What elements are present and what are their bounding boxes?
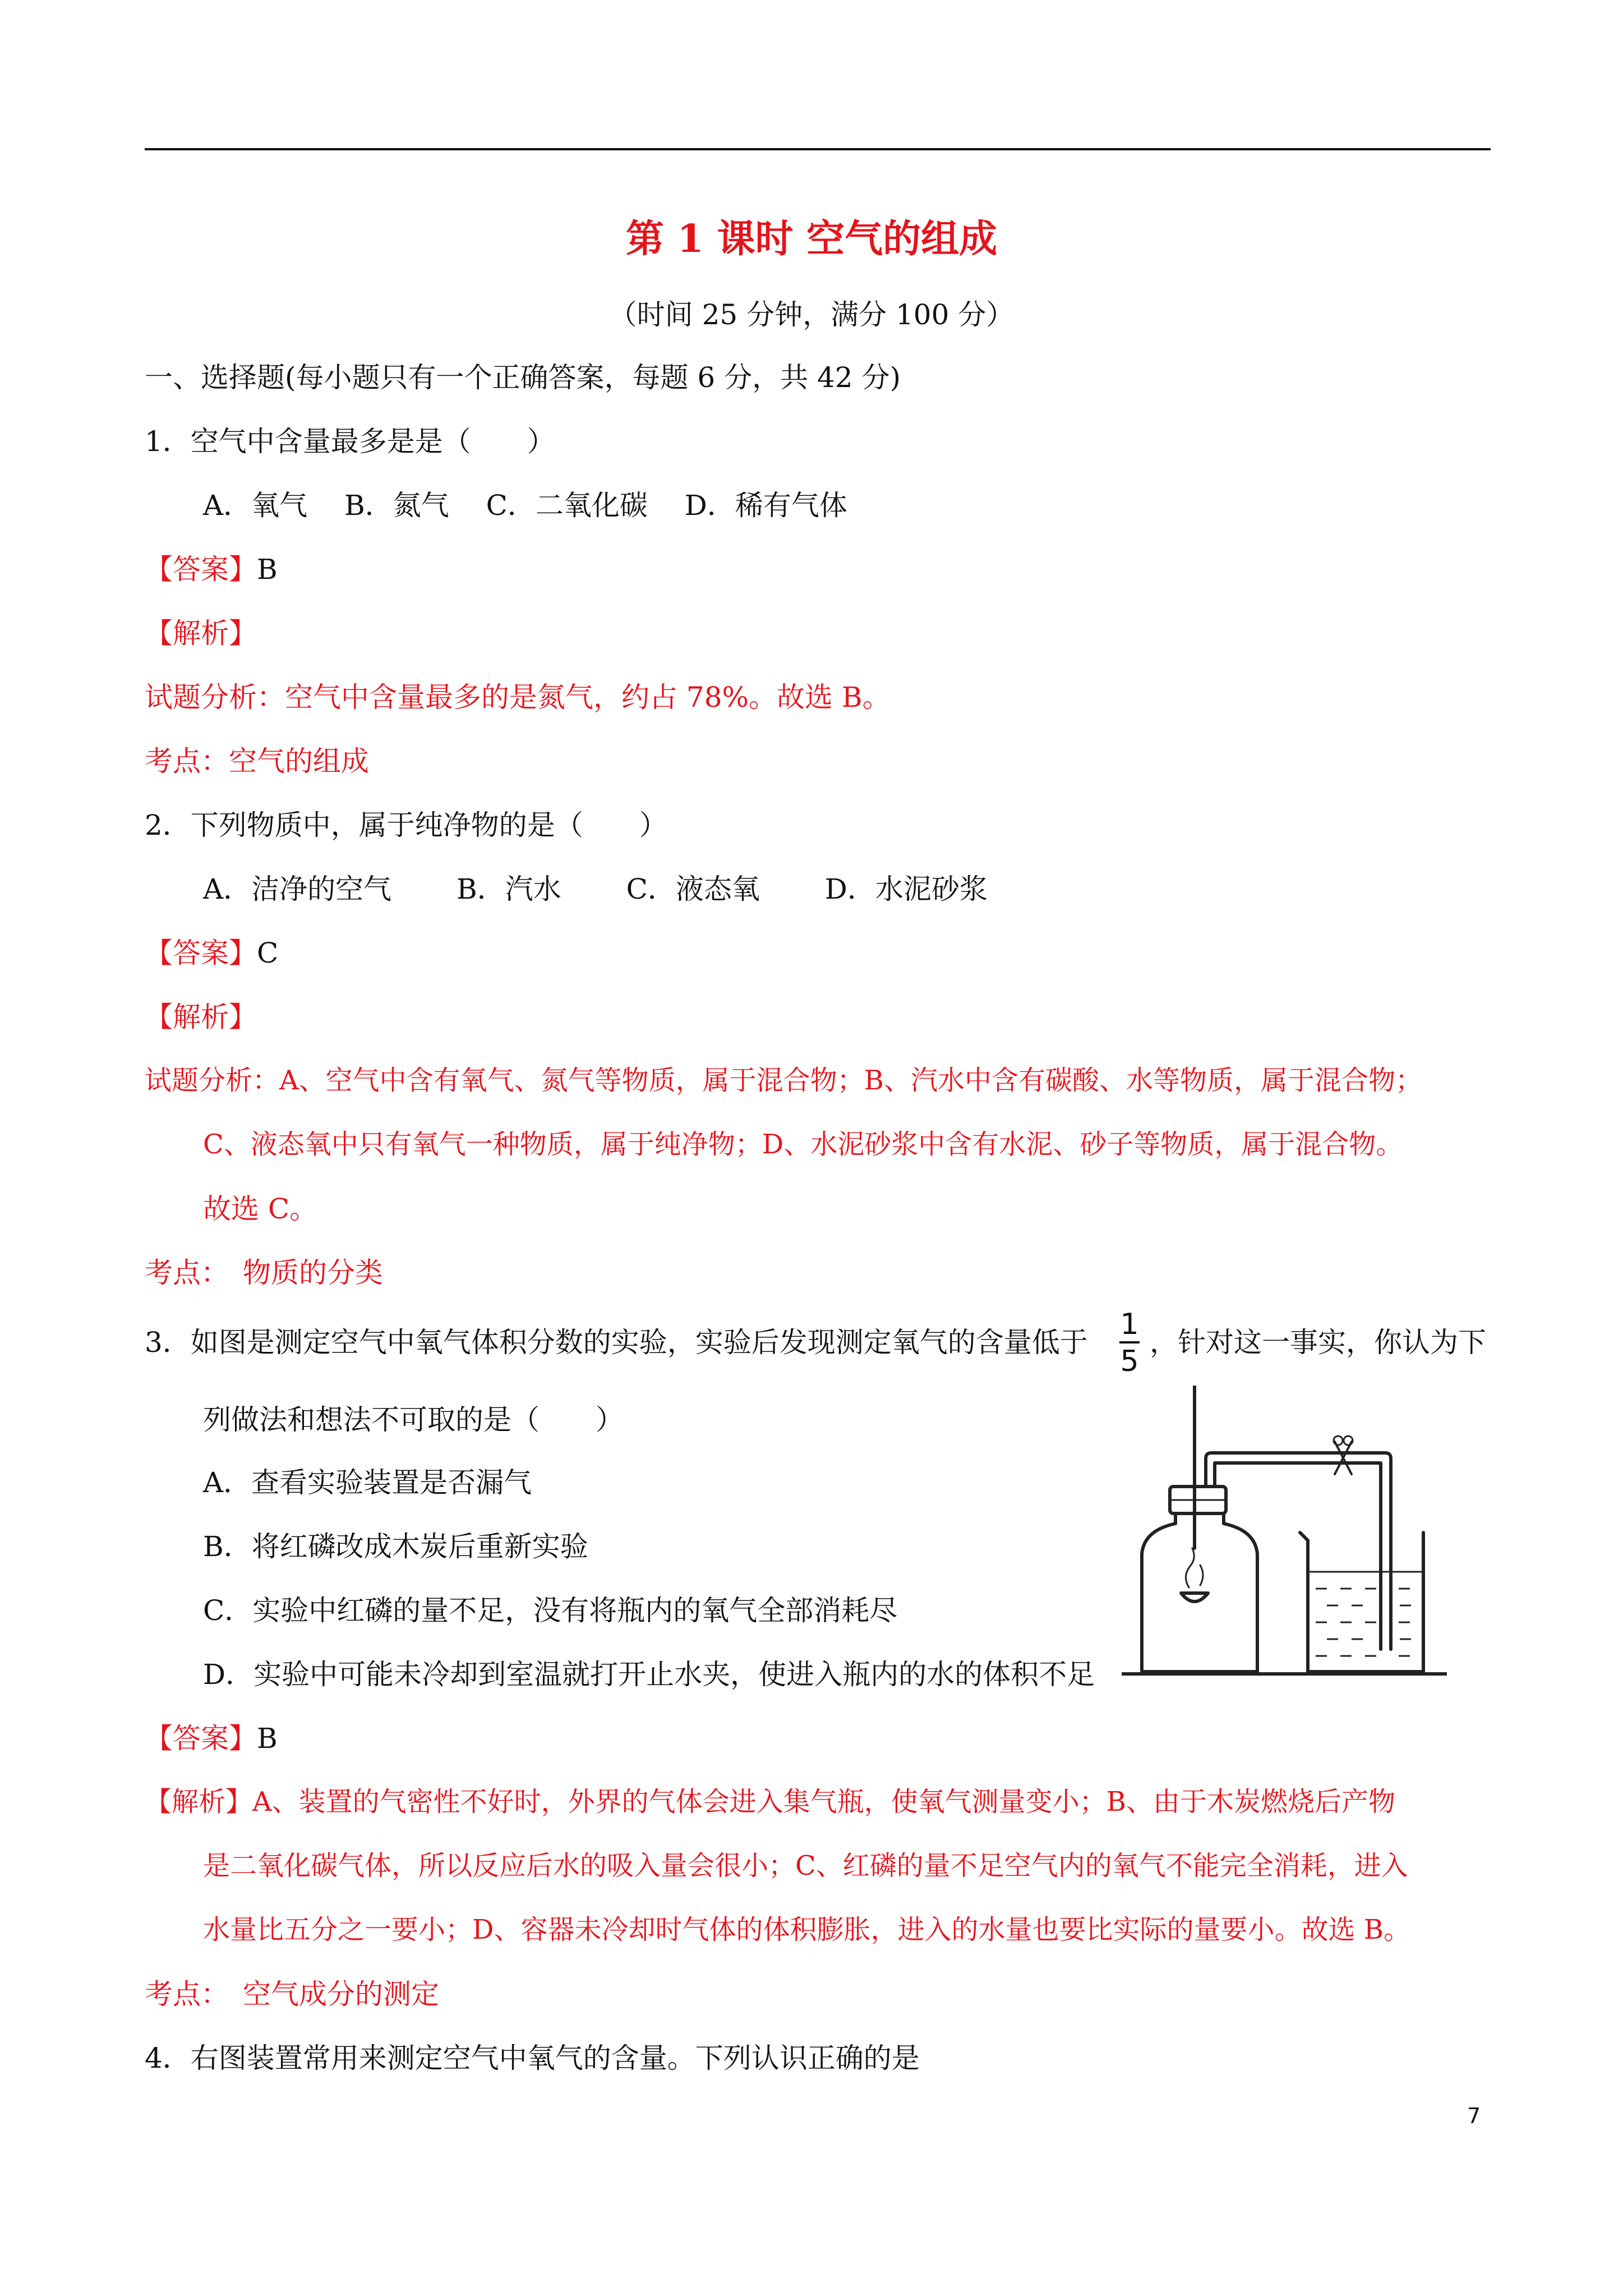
q3-option-a: A．查看实验装置是否漏气: [203, 1466, 532, 1499]
q4-stem: 4．右图装置常用来测定空气中氧气的含量。下列认识正确的是: [145, 2042, 920, 2074]
q3-stem-part-a: 3．如图是测定空气中氧气体积分数的实验，实验后发现测定氧气的含量低于: [145, 1326, 1088, 1359]
q2-analysis-line-3: 故选 C。: [203, 1193, 318, 1225]
q2-options: A．洁净的空气 B．汽水 C．液态氧 D．水泥砂浆: [203, 873, 988, 905]
q3-analysis-line-2: 是二氧化碳气体，所以反应后水的吸入量会很小；C、红磷的量不足空气内的氧气不能完全消耗，进入: [203, 1850, 1408, 1881]
q1-analysis: 试题分析：空气中含量最多的是氮气，约占 78%。故选 B。: [145, 681, 891, 714]
q1-answer: B: [257, 553, 278, 586]
flame: [1186, 1548, 1194, 1588]
q3-analysis-line-1: [145, 1786, 1395, 1818]
fraction-denominator: 5: [1120, 1345, 1139, 1378]
page-title: 第 1 课时 空气的组成: [625, 217, 998, 261]
answer-tag: 【答案】: [145, 937, 257, 969]
fraction-bar: [1119, 1341, 1140, 1343]
q3-option-d: D．实验中可能未冷却到室温就打开止水夹，使进入瓶内的水的体积不足: [203, 1658, 1095, 1691]
q1-options: A．氧气 B．氮气 C．二氧化碳 D．稀有气体: [203, 489, 847, 522]
q3-analysis-text-1: A、装置的气密性不好时，外界的气体会进入集气瓶，使氧气测量变小；B、由于木炭燃烧后产物: [252, 1786, 1395, 1818]
fraction-numerator: 1: [1120, 1308, 1139, 1341]
q3-option-c: C．实验中红磷的量不足，没有将瓶内的氧气全部消耗尽: [203, 1594, 898, 1627]
q2-kaodian: 考点： 物质的分类: [145, 1257, 383, 1289]
answer-tag: 【答案】: [145, 1722, 257, 1755]
q1-kaodian: 考点：空气的组成: [145, 745, 369, 777]
page-subtitle: （时间 25 分钟，满分 100 分）: [608, 298, 1015, 331]
water-dashes: [1316, 1589, 1411, 1656]
q2-analysis-line-1: 试题分析：A、空气中含有氧气、氮气等物质，属于混合物；B、汽水中含有碳酸、水等物质，属于混合物；: [145, 1065, 1422, 1096]
q3-stem-part-c: 列做法和想法不可取的是（ ）: [203, 1404, 624, 1436]
q1-stem: 1．空气中含量最多是是（ ）: [145, 425, 555, 458]
q2-analysis-tag: 【解析】: [145, 1001, 257, 1033]
q3-analysis-line-3: 水量比五分之一要小；D、容器未冷却时气体的体积膨胀，进入的水量也要比实际的量要小。故选 B。: [203, 1914, 1411, 1945]
q1-analysis-tag: 【解析】: [145, 617, 257, 650]
answer-tag: 【答案】: [145, 553, 257, 586]
section-title: 一、选择题(每小题只有一个正确答案，每题 6 分，共 42 分): [145, 361, 901, 394]
q2-answer: C: [257, 937, 279, 969]
fraction-one-fifth: [1118, 1310, 1141, 1376]
spoon-bowl: [1181, 1593, 1208, 1602]
q3-analysis-tag: 【解析】: [145, 1786, 253, 1818]
q3-answer-line: [145, 1722, 278, 1755]
q3-kaodian: 考点： 空气成分的测定: [145, 1978, 439, 2010]
q1-answer-line: [145, 553, 278, 586]
q3-option-b: B．将红磷改成木炭后重新实验: [203, 1530, 588, 1563]
header-rule: [145, 148, 1491, 150]
page-number: 7: [1467, 2104, 1481, 2128]
q2-stem: 2．下列物质中，属于纯净物的是（ ）: [145, 809, 667, 841]
q3-answer: B: [257, 1722, 278, 1755]
water-stop-clip: [1335, 1442, 1352, 1474]
beaker: [1300, 1533, 1423, 1672]
q2-analysis-line-2: C、液态氧中只有氧气一种物质，属于纯净物；D、水泥砂浆中含有水泥、砂子等物质，属于混合物。: [203, 1129, 1403, 1160]
connecting-tube: [1206, 1453, 1391, 1649]
q3-stem-part-b: ，针对这一事实，你认为下: [1150, 1326, 1486, 1359]
q2-answer-line: [145, 939, 278, 967]
oxygen-measurement-apparatus-figure: [1122, 1386, 1447, 1677]
